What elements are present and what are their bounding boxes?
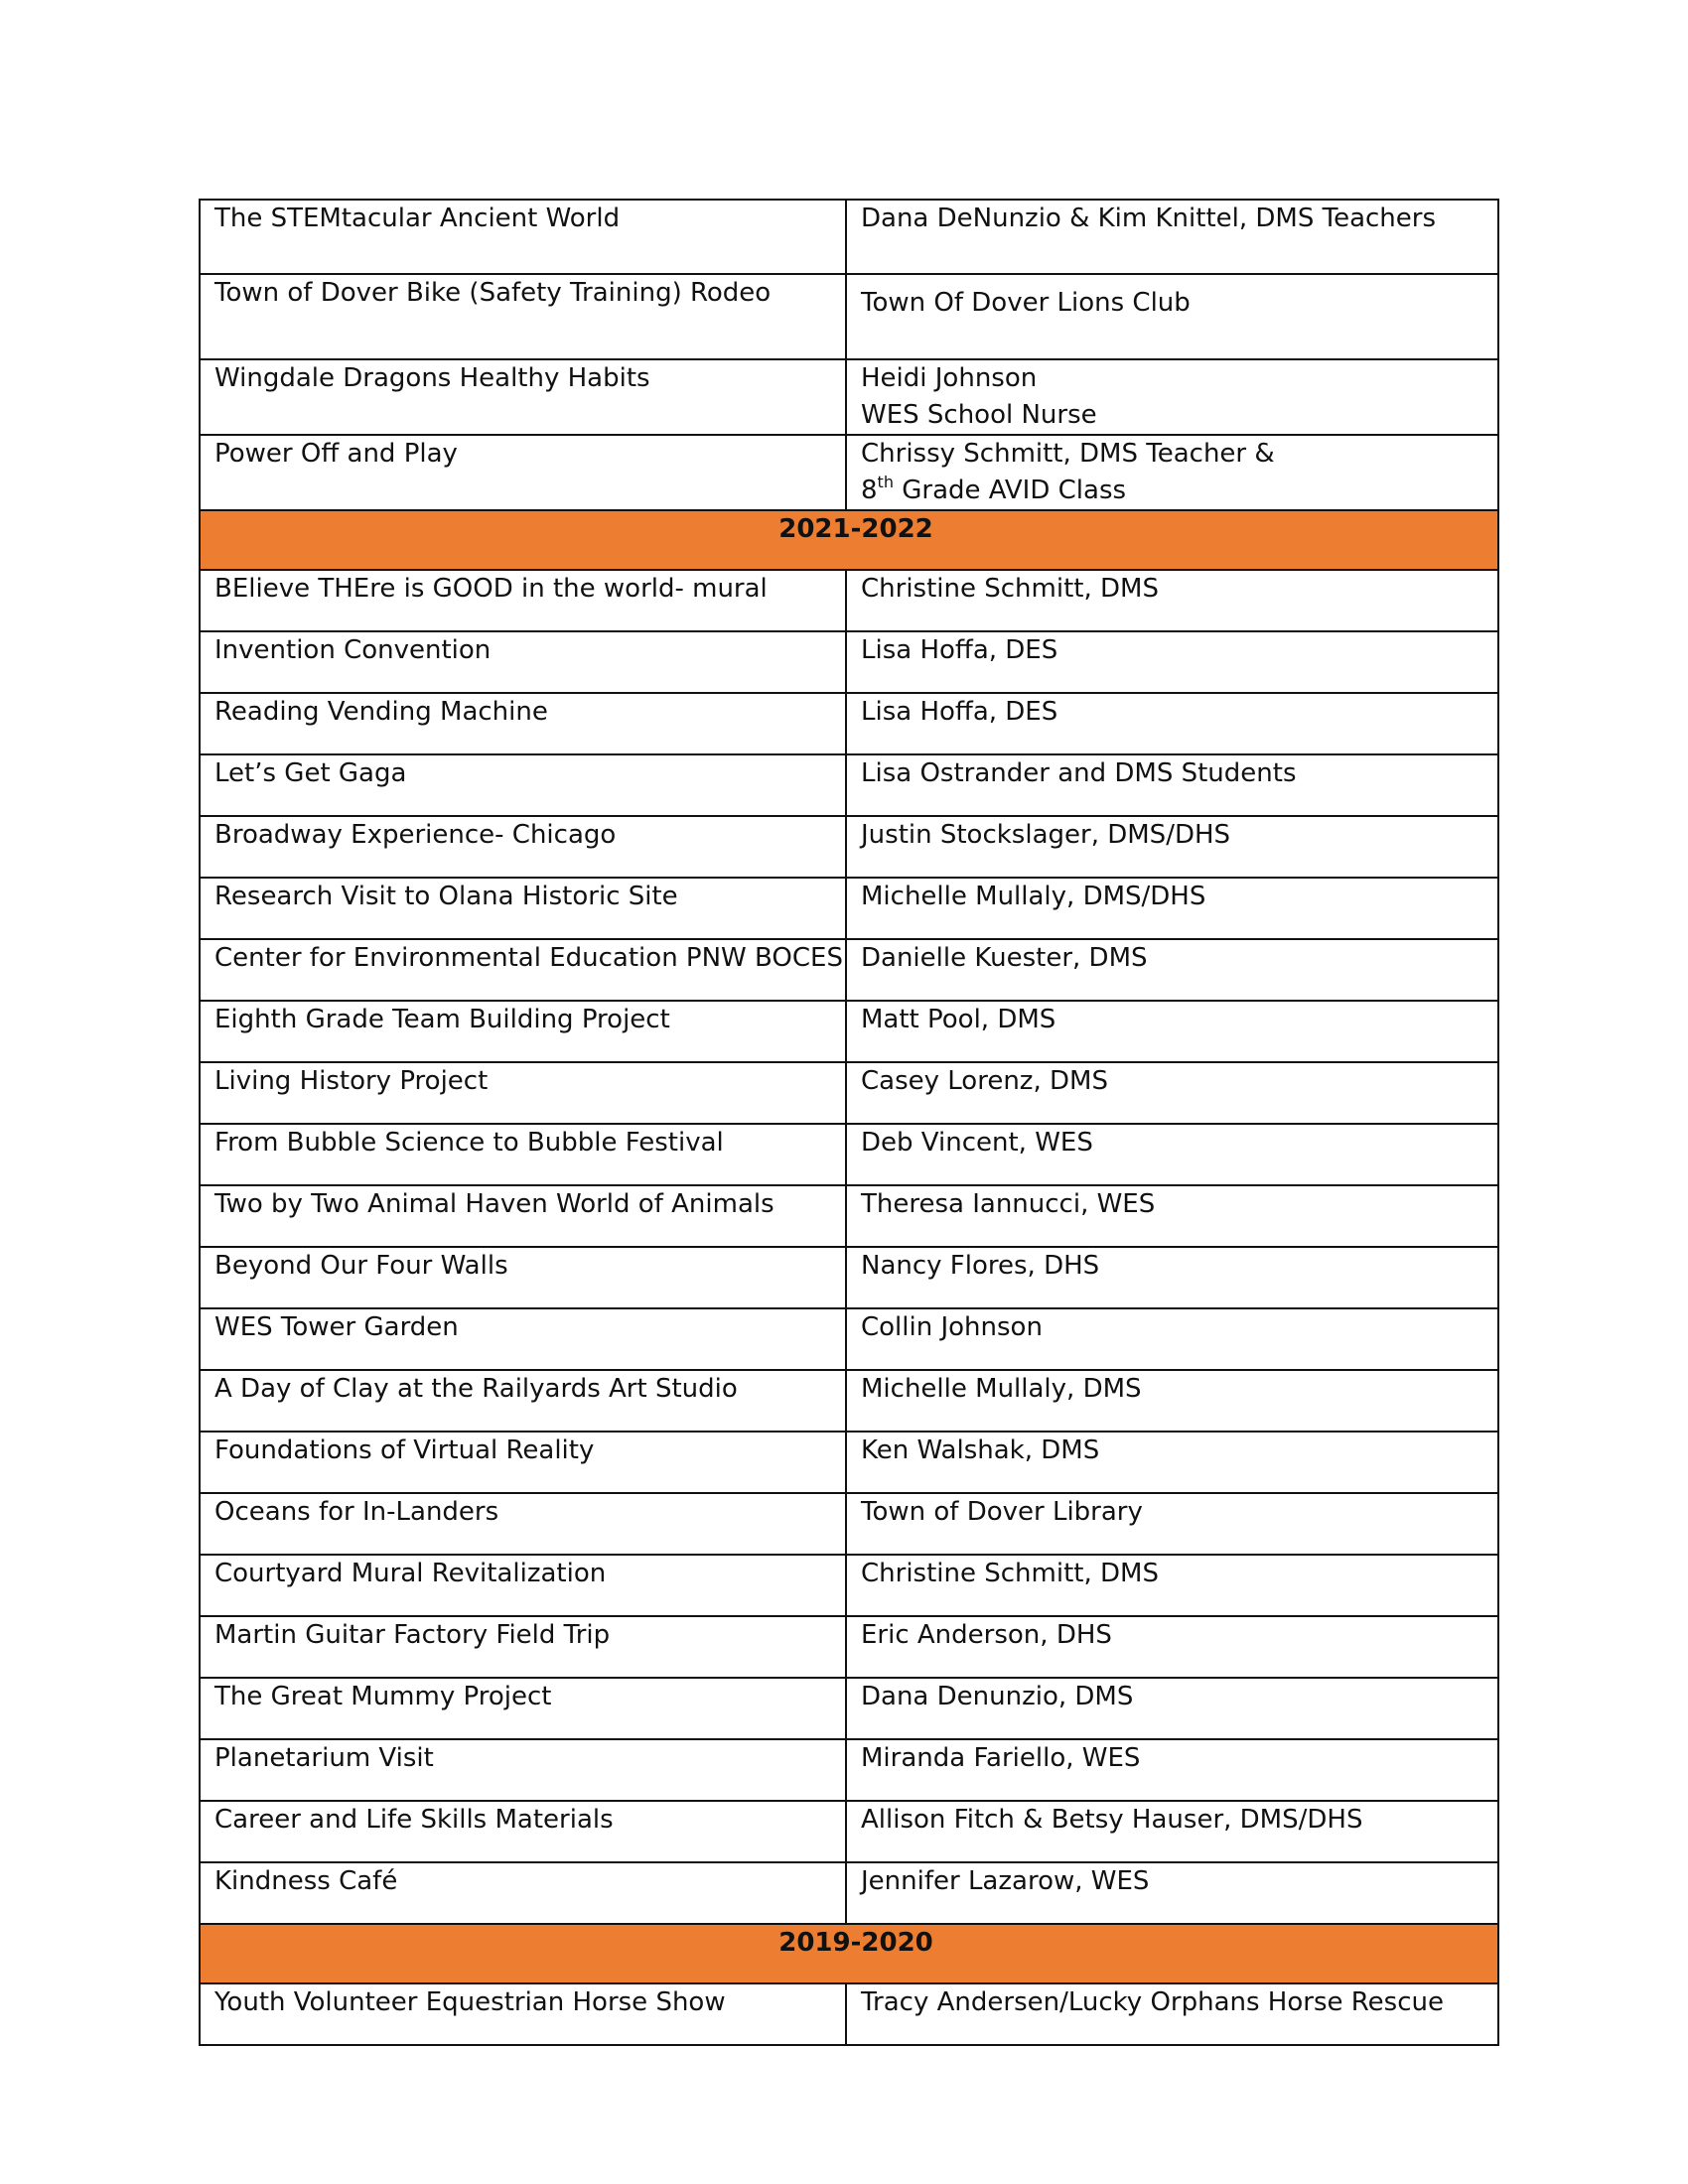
project-presenter: Nancy Flores, DHS [846, 1247, 1498, 1308]
project-title: BElieve THEre is GOOD in the world- mural [200, 570, 846, 631]
presenter-line: Heidi Johnson [861, 363, 1038, 393]
project-title: Courtyard Mural Revitalization [200, 1555, 846, 1616]
table-row [200, 435, 1498, 510]
table-row [200, 1555, 1498, 1616]
ordinal-number: 8 [861, 476, 878, 505]
table-row [200, 1247, 1498, 1308]
table-row [200, 1862, 1498, 1924]
project-presenter: Ken Walshak, DMS [846, 1432, 1498, 1493]
project-title: Invention Convention [200, 631, 846, 693]
grants-table-body [200, 200, 1498, 2045]
project-presenter: Dana DeNunzio & Kim Knittel, DMS Teachers [846, 200, 1498, 274]
table-row [200, 359, 1498, 435]
project-title: Foundations of Virtual Reality [200, 1432, 846, 1493]
project-presenter: Miranda Fariello, WES [846, 1739, 1498, 1801]
project-presenter: Christine Schmitt, DMS [846, 570, 1498, 631]
project-presenter: Tracy Andersen/Lucky Orphans Horse Rescue [846, 1983, 1498, 2045]
table-row [200, 693, 1498, 754]
table-row [200, 1432, 1498, 1493]
table-row [200, 1185, 1498, 1247]
project-presenter: Eric Anderson, DHS [846, 1616, 1498, 1678]
table-row [200, 1370, 1498, 1432]
project-presenter: Allison Fitch & Betsy Hauser, DMS/DHS [846, 1801, 1498, 1862]
table-row [200, 939, 1498, 1001]
presenter-line: WES School Nurse [861, 400, 1097, 430]
project-presenter: Dana Denunzio, DMS [846, 1678, 1498, 1739]
project-presenter: Danielle Kuester, DMS [846, 939, 1498, 1001]
project-title: Career and Life Skills Materials [200, 1801, 846, 1862]
project-title: From Bubble Science to Bubble Festival [200, 1124, 846, 1185]
year-header-row [200, 510, 1498, 570]
project-title [200, 435, 846, 510]
presenter-line-rest: Grade AVID Class [893, 476, 1127, 505]
grants-table [199, 199, 1499, 2046]
project-title: A Day of Clay at the Railyards Art Studio [200, 1370, 846, 1432]
project-title: Broadway Experience- Chicago [200, 816, 846, 878]
table-row [200, 570, 1498, 631]
project-presenter: Michelle Mullaly, DMS/DHS [846, 878, 1498, 939]
project-presenter: Town of Dover Library [846, 1493, 1498, 1555]
project-title: Research Visit to Olana Historic Site [200, 878, 846, 939]
project-title: Martin Guitar Factory Field Trip [200, 1616, 846, 1678]
project-title: The Great Mummy Project [200, 1678, 846, 1739]
table-row [200, 1801, 1498, 1862]
table-row [200, 1308, 1498, 1370]
project-title: Center for Environmental Education PNW BOCES [200, 939, 846, 1001]
project-presenter [846, 274, 1498, 359]
project-presenter: Lisa Hoffa, DES [846, 631, 1498, 693]
year-header-row [200, 1924, 1498, 1983]
project-title: Youth Volunteer Equestrian Horse Show [200, 1983, 846, 2045]
project-title-text: Town of Dover Bike (Safety Training) Rodeo [214, 278, 772, 308]
ordinal-suffix: th [877, 473, 894, 491]
project-title: Planetarium Visit [200, 1739, 846, 1801]
project-presenter: Theresa Iannucci, WES [846, 1185, 1498, 1247]
project-presenter: Lisa Hoffa, DES [846, 693, 1498, 754]
project-presenter: Jennifer Lazarow, WES [846, 1862, 1498, 1924]
project-title: Two by Two Animal Haven World of Animals [200, 1185, 846, 1247]
project-title: Reading Vending Machine [200, 693, 846, 754]
project-presenter: Justin Stockslager, DMS/DHS [846, 816, 1498, 878]
table-row [200, 274, 1498, 359]
table-row [200, 1124, 1498, 1185]
project-title-text: Power Off and Play [214, 439, 458, 469]
presenter-line: Chrissy Schmitt, DMS Teacher & [861, 439, 1275, 469]
project-title: WES Tower Garden [200, 1308, 846, 1370]
presenter-line [861, 473, 1497, 509]
table-row [200, 1983, 1498, 2045]
project-presenter [846, 435, 1498, 510]
table-row [200, 631, 1498, 693]
year-header: 2019-2020 [200, 1924, 1498, 1983]
project-title: Beyond Our Four Walls [200, 1247, 846, 1308]
table-row [200, 1493, 1498, 1555]
project-title-text: Wingdale Dragons Healthy Habits [214, 363, 650, 393]
project-presenter [846, 359, 1498, 435]
project-presenter: Casey Lorenz, DMS [846, 1062, 1498, 1124]
table-row [200, 1001, 1498, 1062]
project-title: Oceans for In-Landers [200, 1493, 846, 1555]
table-row [200, 1616, 1498, 1678]
table-row [200, 1678, 1498, 1739]
project-title [200, 359, 846, 435]
year-header: 2021-2022 [200, 510, 1498, 570]
project-presenter: Christine Schmitt, DMS [846, 1555, 1498, 1616]
project-presenter: Deb Vincent, WES [846, 1124, 1498, 1185]
project-presenter-text: Town Of Dover Lions Club [861, 288, 1191, 318]
project-title [200, 274, 846, 359]
table-row [200, 816, 1498, 878]
table-row [200, 1062, 1498, 1124]
project-presenter: Matt Pool, DMS [846, 1001, 1498, 1062]
project-title: Eighth Grade Team Building Project [200, 1001, 846, 1062]
table-row [200, 754, 1498, 816]
project-title: The STEMtacular Ancient World [200, 200, 846, 274]
project-title: Kindness Café [200, 1862, 846, 1924]
project-title: Living History Project [200, 1062, 846, 1124]
project-presenter: Michelle Mullaly, DMS [846, 1370, 1498, 1432]
table-row [200, 878, 1498, 939]
table-row [200, 1739, 1498, 1801]
table-row [200, 200, 1498, 274]
project-title: Let’s Get Gaga [200, 754, 846, 816]
project-presenter: Lisa Ostrander and DMS Students [846, 754, 1498, 816]
project-presenter: Collin Johnson [846, 1308, 1498, 1370]
